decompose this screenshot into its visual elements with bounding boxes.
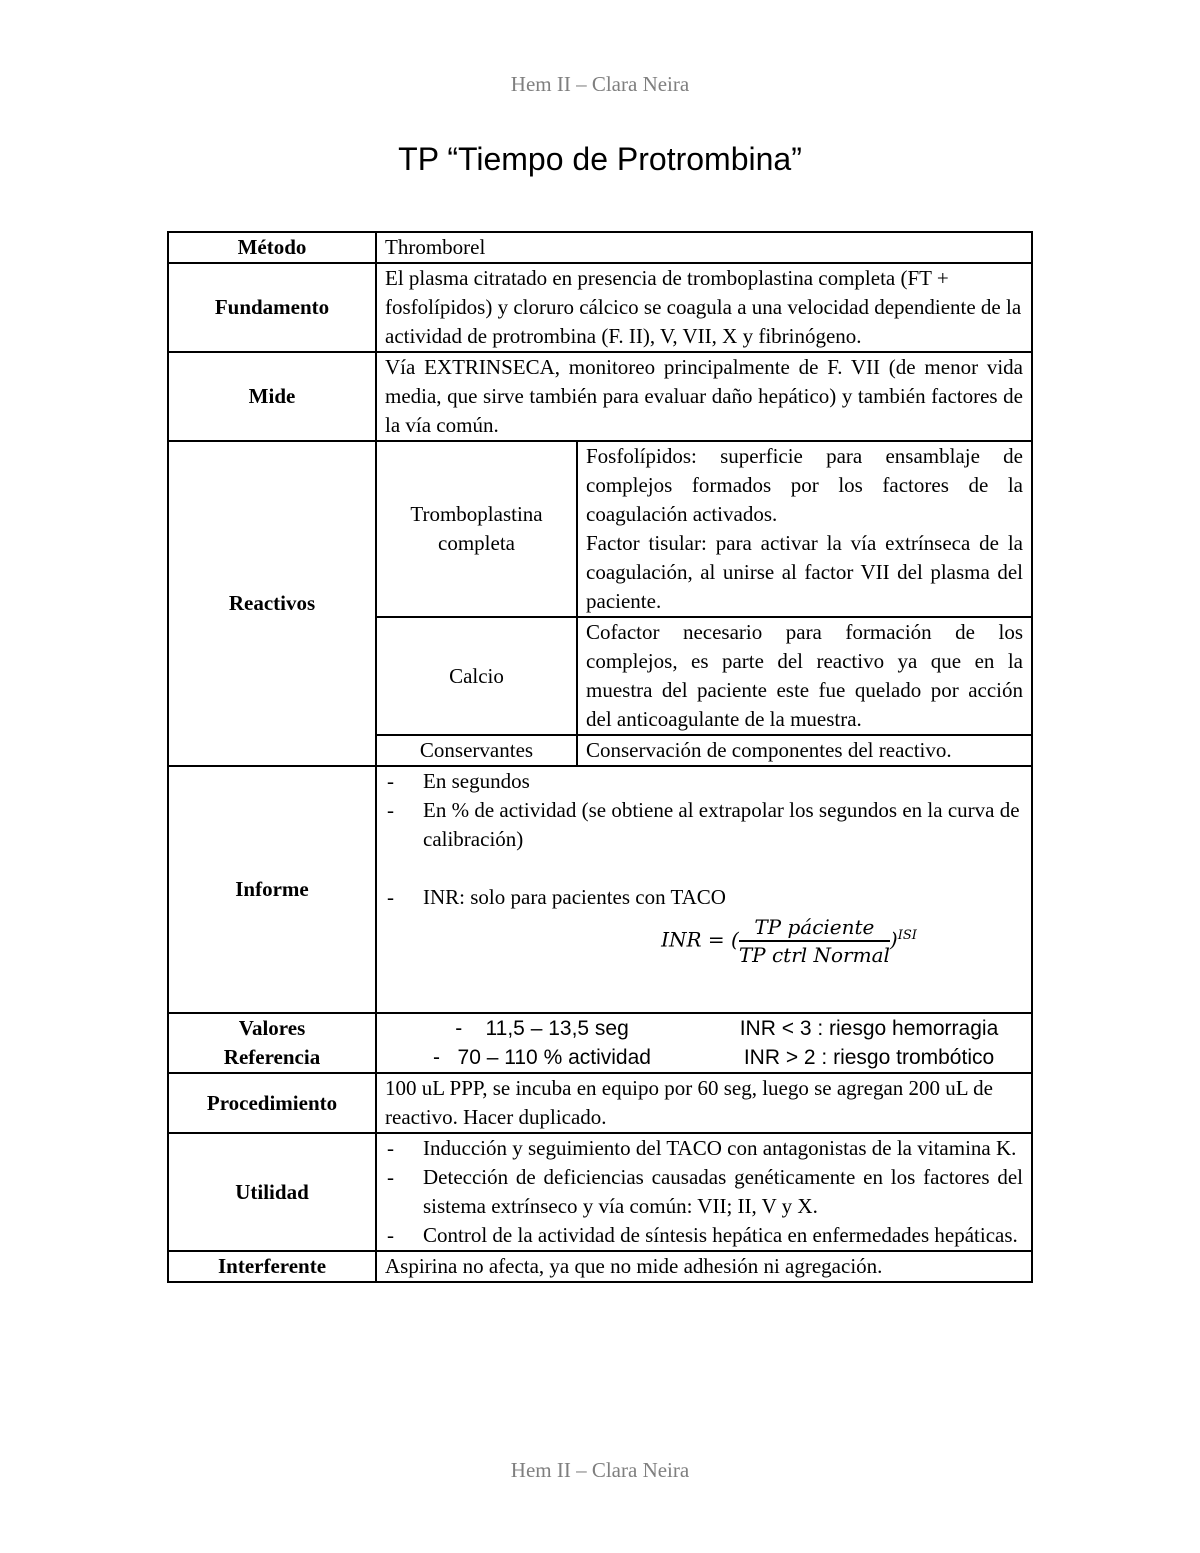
valores-line: - 70 – 110 % actividad: [433, 1046, 651, 1069]
utilidad-list: [385, 1134, 1023, 1250]
row-interferente: [168, 1251, 1032, 1282]
list-item: - En segundos: [385, 767, 1023, 796]
row-mide: [168, 352, 1032, 441]
row-value-utilidad: [376, 1133, 1032, 1251]
row-value-interferente: Aspirina no afecta, ya que no mide adhesión ni agregación.: [376, 1251, 1032, 1282]
valores-right: [707, 1014, 1031, 1072]
page-title: TP “Tiempo de Protrombina”: [398, 141, 802, 177]
reactivo-row: [377, 735, 1031, 765]
page-header: Hem II – Clara Neira: [510, 72, 690, 96]
list-item: - Control de la actividad de síntesis hepática en enfermedades hepáticas.: [385, 1221, 1023, 1250]
reactivo-name: Calcio: [377, 617, 577, 735]
row-value-informe: [376, 766, 1032, 1013]
row-valores: [168, 1013, 1032, 1073]
row-value-metodo: Thromborel: [376, 232, 1032, 263]
row-informe: [168, 766, 1032, 1013]
formula-lhs: INR = (: [661, 927, 739, 952]
row-label-procedimiento: Procedimiento: [168, 1073, 376, 1133]
row-label-utilidad: Utilidad: [168, 1133, 376, 1251]
informe-list: [385, 767, 1023, 854]
row-label-mide: Mide: [168, 352, 376, 441]
valores-left: [377, 1014, 707, 1072]
list-item: - Detección de deficiencias causadas genéticamente en los factores del sistema extrínseco y vía común: VII; II, V y X.: [385, 1163, 1023, 1221]
row-metodo: [168, 232, 1032, 263]
row-value-fundamento: El plasma citratado en presencia de tromboplastina completa (FT + fosfolípidos) y cloruro cálcico se coagula a una velocidad dependiente de la actividad de protrombina (F. II), V, VII, X y fibrinógeno.: [376, 263, 1032, 352]
formula-fraction: [739, 914, 890, 968]
reactivo-row: [377, 617, 1031, 735]
inr-formula: [385, 912, 1023, 1012]
reactivo-desc: Cofactor necesario para formación de los complejos, es parte del reactivo ya que en la muestra del paciente este fue quelado por acción del anticoagulante de la muestra.: [577, 617, 1031, 735]
reactivo-row: [377, 442, 1031, 617]
row-fundamento: [168, 263, 1032, 352]
valores-subtable: [377, 1014, 1031, 1072]
row-utilidad: [168, 1133, 1032, 1251]
reactivos-subtable: [377, 442, 1031, 765]
row-label-reactivos: Reactivos: [168, 441, 376, 766]
row-label-valores: [168, 1013, 376, 1073]
label-line: Referencia: [223, 1045, 321, 1069]
row-value-mide: Vía EXTRINSECA, monitoreo principalmente de F. VII (de menor vida media, que sirve también para evaluar daño hepático) y también factores de la vía común.: [376, 352, 1032, 441]
reactivo-name: Tromboplastina completa: [377, 442, 577, 617]
formula-numerator: TP páciente: [739, 914, 890, 942]
row-label-informe: Informe: [168, 766, 376, 1013]
reactivo-desc-line: Factor tisular: para activar la vía extrínseca de la coagulación, al unirse al factor VII del plasma del paciente.: [586, 531, 1023, 613]
row-reactivos: [168, 441, 1032, 766]
row-procedimiento: [168, 1073, 1032, 1133]
list-item: - Inducción y seguimiento del TACO con antagonistas de la vitamina K.: [385, 1134, 1023, 1163]
formula-rhs: ): [889, 927, 898, 952]
list-item: - En % de actividad (se obtiene al extrapolar los segundos en la curva de calibración): [385, 796, 1023, 854]
reactivo-desc-line: Fosfolípidos: superficie para ensamblaje de complejos formados por los factores de la coagulación activados.: [586, 444, 1023, 526]
reactivo-desc: Conservación de componentes del reactivo.: [586, 738, 952, 762]
row-value-valores: [376, 1013, 1032, 1073]
page-footer: Hem II – Clara Neira: [510, 1458, 690, 1482]
reactivo-name: Conservantes: [377, 735, 577, 765]
info-table: [167, 231, 1033, 1283]
formula-exponent: ISI: [897, 927, 917, 943]
valores-line: - 11,5 – 13,5 seg: [455, 1017, 629, 1040]
label-line: Valores: [238, 1016, 306, 1040]
valores-line: INR < 3 : riesgo hemorragia: [739, 1017, 999, 1040]
reactivo-desc: [577, 442, 1031, 617]
valores-row: [377, 1014, 1031, 1072]
formula-denominator: TP ctrl Normal: [738, 943, 890, 967]
row-label-fundamento: Fundamento: [168, 263, 376, 352]
row-label-interferente: Interferente: [168, 1251, 376, 1282]
informe-inr-list: [385, 883, 1023, 912]
spacer: [385, 854, 1023, 883]
reactivos-subtable-cell: [376, 441, 1032, 766]
list-item: - INR: solo para pacientes con TACO: [385, 883, 1023, 912]
row-label-metodo: Método: [168, 232, 376, 263]
row-value-procedimiento: 100 uL PPP, se incuba en equipo por 60 seg, luego se agregan 200 uL de reactivo. Hacer duplicado.: [376, 1073, 1032, 1133]
valores-line: INR > 2 : riesgo trombótico: [743, 1046, 995, 1069]
